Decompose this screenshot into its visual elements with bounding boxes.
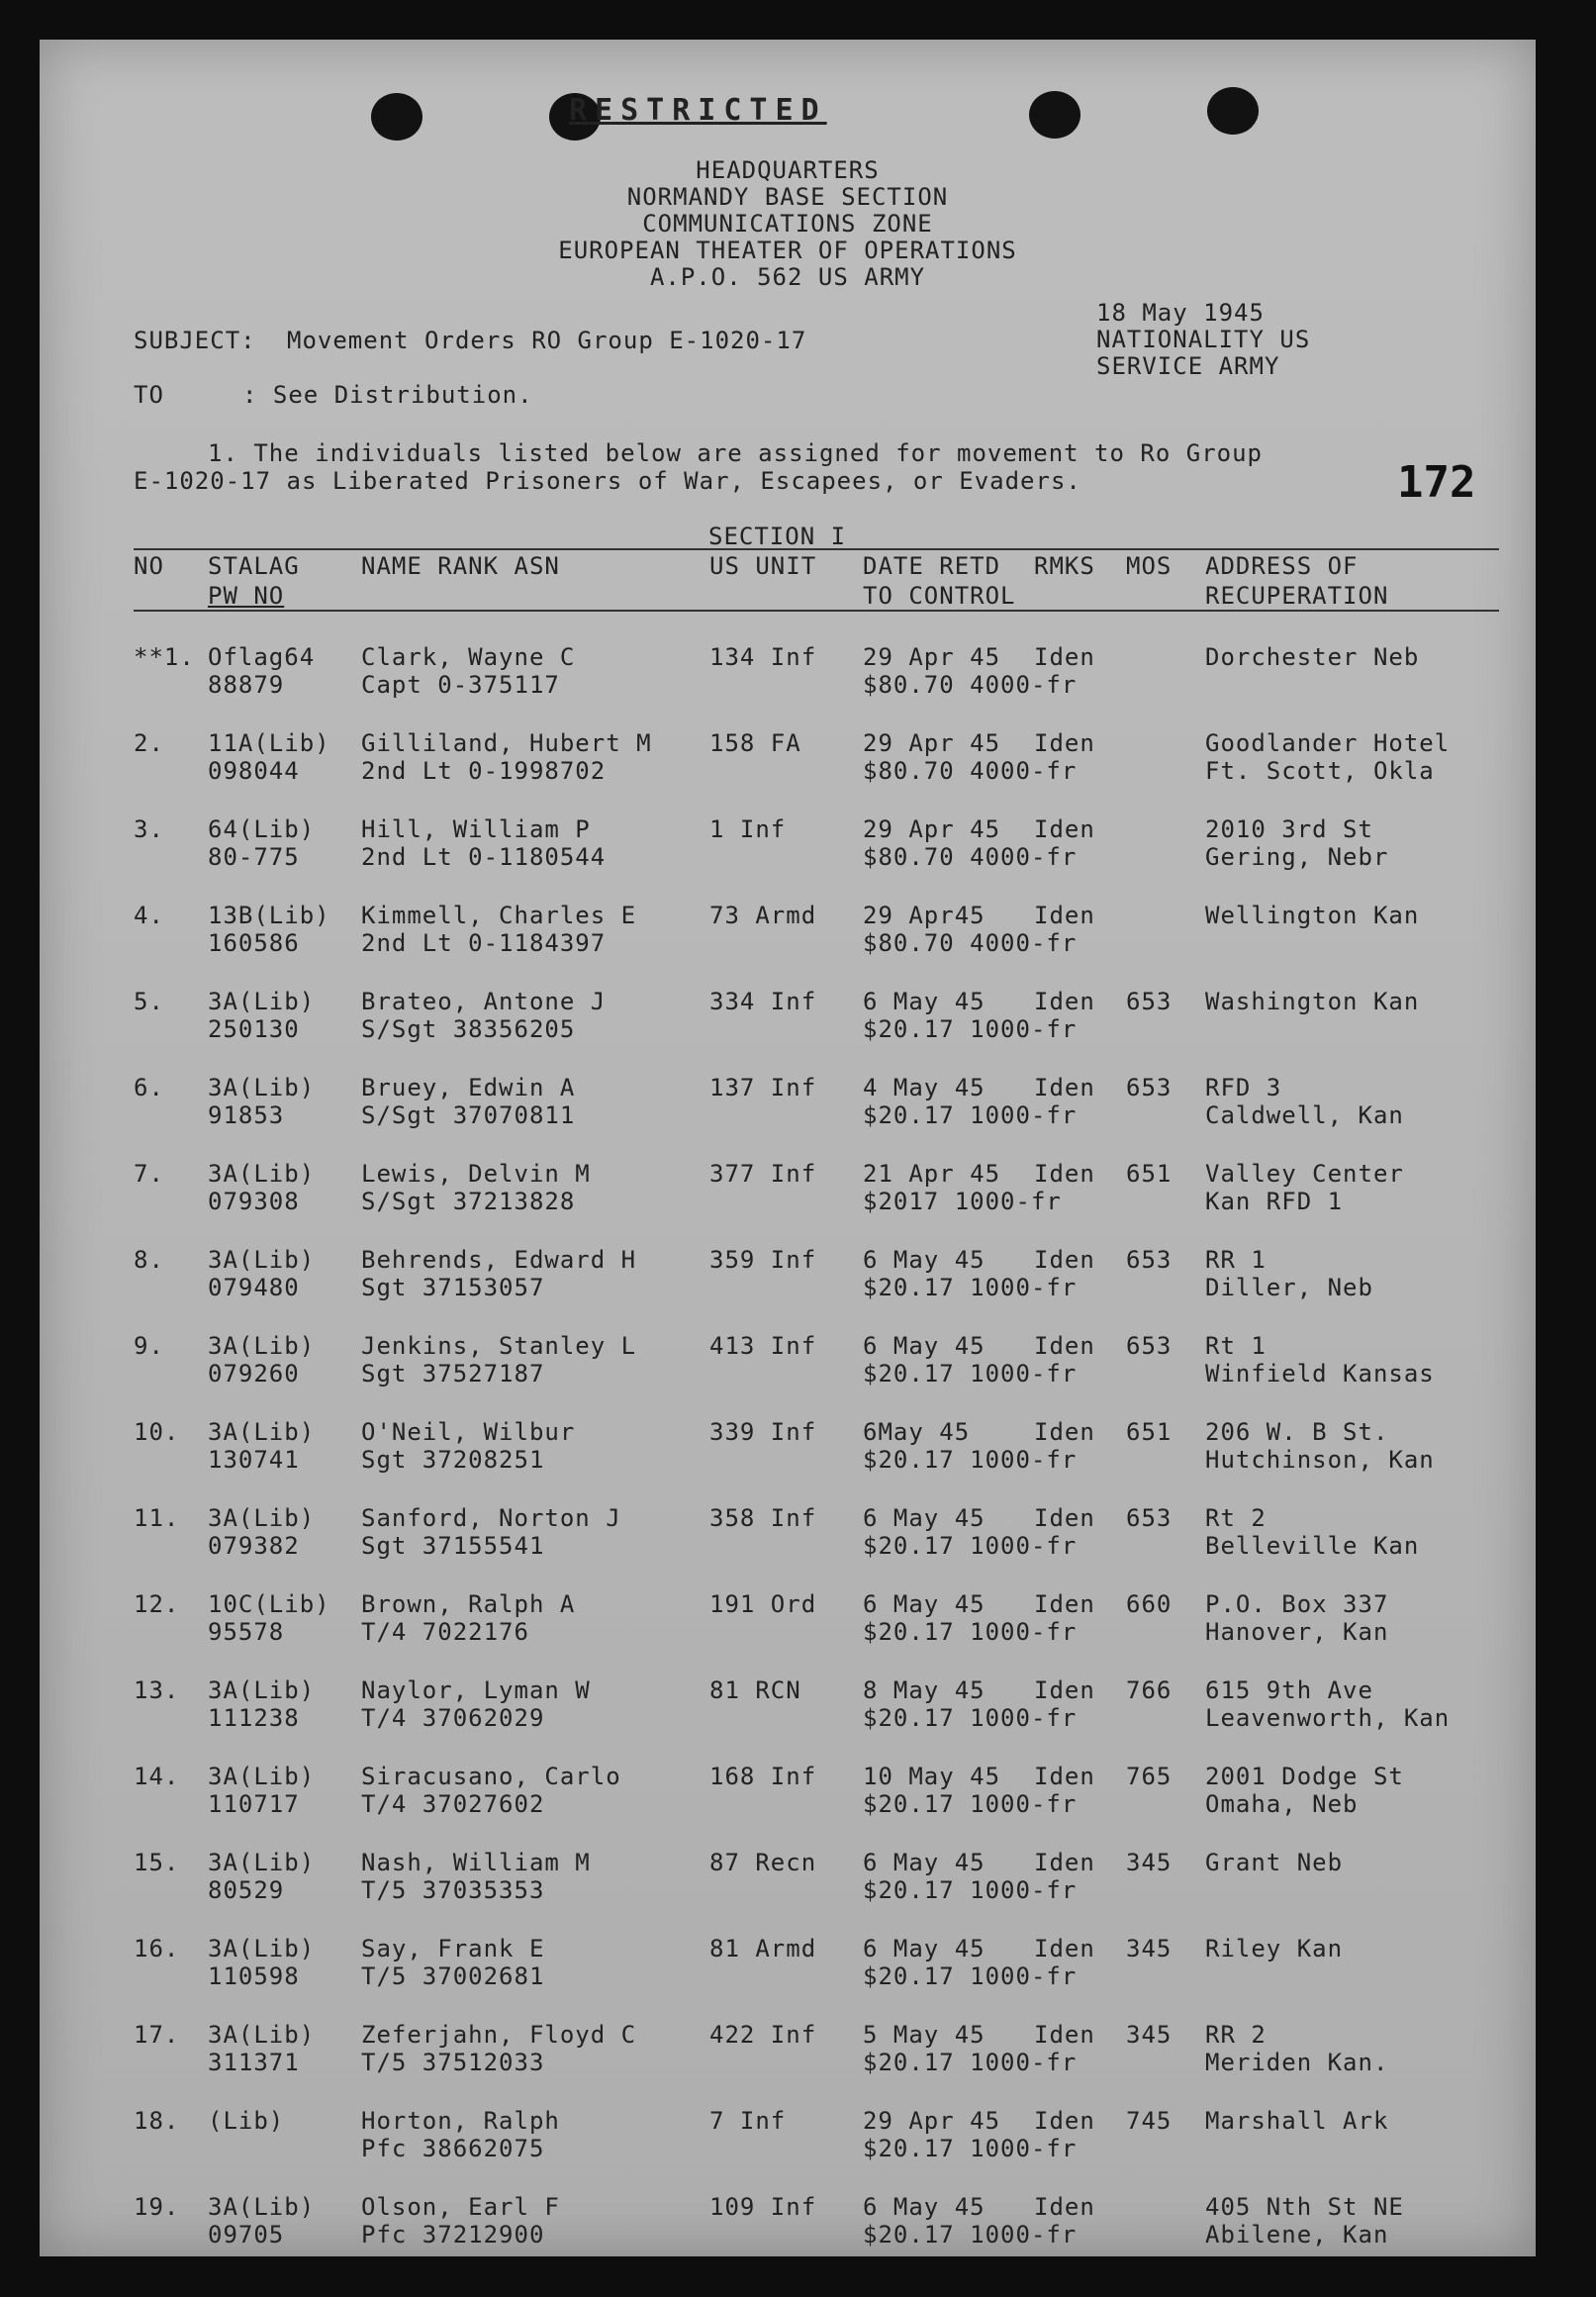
cell-pay: $20.17 1000-fr xyxy=(863,1618,1078,1646)
cell-pay: $20.17 1000-fr xyxy=(863,1962,1078,1990)
cell-rank: Sgt 37153057 xyxy=(361,1274,545,1301)
cell-no: 16. xyxy=(134,1935,180,1962)
cell-unit: 1 Inf xyxy=(709,815,787,843)
cell-rmks: Iden xyxy=(1034,1418,1095,1446)
cell-pw: 130741 xyxy=(208,1446,300,1474)
cell-rank: Sgt 37208251 xyxy=(361,1446,545,1474)
cell-addr1: Grant Neb xyxy=(1205,1849,1344,1876)
paragraph-line: E-1020-17 as Liberated Prisoners of War, Escapees, or Evaders. xyxy=(134,467,1081,495)
cell-pw: 079260 xyxy=(208,1360,300,1388)
cell-name: Horton, Ralph xyxy=(361,2107,560,2135)
cell-stalag: 3A(Lib) xyxy=(208,1418,316,1446)
cell-stalag: 3A(Lib) xyxy=(208,1676,316,1704)
cell-stalag: 64(Lib) xyxy=(208,815,316,843)
cell-no: 10. xyxy=(134,1418,180,1446)
cell-rank: T/5 37035353 xyxy=(361,1876,545,1904)
cell-name: Hill, William P xyxy=(361,815,591,843)
cell-name: Bruey, Edwin A xyxy=(361,1074,576,1101)
cell-mos: 345 xyxy=(1126,1935,1173,1962)
cell-pay: $20.17 1000-fr xyxy=(863,2135,1078,2162)
cell-unit: 109 Inf xyxy=(709,2193,817,2221)
col-name: NAME RANK ASN xyxy=(361,552,560,580)
cell-date: 6 May 45 xyxy=(863,2193,986,2221)
cell-addr1: Rt 1 xyxy=(1205,1332,1267,1360)
cell-stalag: 13B(Lib) xyxy=(208,902,330,929)
cell-name: Gilliland, Hubert M xyxy=(361,729,652,757)
cell-no: 3. xyxy=(134,815,164,843)
cell-addr1: 2001 Dodge St xyxy=(1205,1763,1404,1790)
nationality-line: NATIONALITY US xyxy=(1096,326,1311,353)
cell-no: 13. xyxy=(134,1676,180,1704)
cell-addr1: RFD 3 xyxy=(1205,1074,1282,1101)
cell-no: 14. xyxy=(134,1763,180,1790)
cell-rank: Capt 0-375117 xyxy=(361,671,560,699)
cell-no: 17. xyxy=(134,2021,180,2049)
cell-rmks: Iden xyxy=(1034,1590,1095,1618)
cell-addr1: RR 2 xyxy=(1205,2021,1267,2049)
cell-stalag: 3A(Lib) xyxy=(208,1074,316,1101)
cell-addr1: Goodlander Hotel xyxy=(1205,729,1451,757)
to-label: TO xyxy=(134,381,164,409)
cell-name: Zeferjahn, Floyd C xyxy=(361,2021,637,2049)
cell-date: 21 Apr 45 xyxy=(863,1160,1001,1188)
cell-date: 6 May 45 xyxy=(863,1246,986,1274)
cell-rank: S/Sgt 37213828 xyxy=(361,1188,576,1215)
cell-addr2: Leavenworth, Kan xyxy=(1205,1704,1451,1732)
cell-pw: 09705 xyxy=(208,2221,285,2249)
cell-mos: 653 xyxy=(1126,1332,1173,1360)
cell-rank: S/Sgt 38356205 xyxy=(361,1015,576,1043)
cell-pay: $20.17 1000-fr xyxy=(863,2221,1078,2249)
page-number-stamp: 172 xyxy=(1397,457,1476,508)
cell-addr1: 206 W. B St. xyxy=(1205,1418,1389,1446)
cell-no: 9. xyxy=(134,1332,164,1360)
cell-rmks: Iden xyxy=(1034,1246,1095,1274)
cell-rmks: Iden xyxy=(1034,1332,1095,1360)
cell-mos: 653 xyxy=(1126,1074,1173,1101)
paragraph-line: 1. The individuals listed below are assigned for movement to Ro Group xyxy=(208,439,1263,467)
cell-pay: $20.17 1000-fr xyxy=(863,1446,1078,1474)
cell-unit: 377 Inf xyxy=(709,1160,817,1188)
cell-addr2: Gering, Nebr xyxy=(1205,843,1389,871)
cell-pay: $80.70 4000-fr xyxy=(863,757,1078,785)
cell-date: 8 May 45 xyxy=(863,1676,986,1704)
cell-name: Lewis, Delvin M xyxy=(361,1160,591,1188)
cell-no: 18. xyxy=(134,2107,180,2135)
cell-pw: 95578 xyxy=(208,1618,285,1646)
cell-stalag: Oflag64 xyxy=(208,643,316,671)
cell-rmks: Iden xyxy=(1034,1676,1095,1704)
org-line: COMMUNICATIONS ZONE xyxy=(642,210,933,238)
cell-date: 6 May 45 xyxy=(863,1504,986,1532)
cell-date: 6 May 45 xyxy=(863,1935,986,1962)
col-stalag: STALAG xyxy=(208,552,300,580)
cell-pw: 80-775 xyxy=(208,843,300,871)
cell-name: Brown, Ralph A xyxy=(361,1590,576,1618)
col-rmks: RMKS xyxy=(1034,552,1095,580)
cell-no: 8. xyxy=(134,1246,164,1274)
cell-date: 29 Apr 45 xyxy=(863,815,1001,843)
cell-pay: $20.17 1000-fr xyxy=(863,1876,1078,1904)
cell-rmks: Iden xyxy=(1034,2193,1095,2221)
cell-name: Siracusano, Carlo xyxy=(361,1763,621,1790)
cell-rank: Pfc 37212900 xyxy=(361,2221,545,2249)
header-rule-top xyxy=(134,548,1499,550)
cell-stalag: 11A(Lib) xyxy=(208,729,330,757)
cell-unit: 339 Inf xyxy=(709,1418,817,1446)
cell-stalag: (Lib) xyxy=(208,2107,285,2135)
cell-pay: $80.70 4000-fr xyxy=(863,671,1078,699)
cell-pay: $20.17 1000-fr xyxy=(863,1015,1078,1043)
cell-rmks: Iden xyxy=(1034,1504,1095,1532)
cell-pw: 80529 xyxy=(208,1876,285,1904)
cell-name: Behrends, Edward H xyxy=(361,1246,637,1274)
cell-pay: $20.17 1000-fr xyxy=(863,1704,1078,1732)
cell-addr1: Riley Kan xyxy=(1205,1935,1344,1962)
cell-unit: 168 Inf xyxy=(709,1763,817,1790)
cell-addr2: Belleville Kan xyxy=(1205,1532,1420,1560)
cell-no: 4. xyxy=(134,902,164,929)
cell-pw: 079382 xyxy=(208,1532,300,1560)
cell-date: 6 May 45 xyxy=(863,988,986,1015)
cell-rank: S/Sgt 37070811 xyxy=(361,1101,576,1129)
cell-unit: 422 Inf xyxy=(709,2021,817,2049)
cell-no: 2. xyxy=(134,729,164,757)
cell-date: 4 May 45 xyxy=(863,1074,986,1101)
cell-name: O'Neil, Wilbur xyxy=(361,1418,576,1446)
cell-pay: $2017 1000-fr xyxy=(863,1188,1062,1215)
cell-rmks: Iden xyxy=(1034,1160,1095,1188)
cell-no: 5. xyxy=(134,988,164,1015)
order-date: 18 May 1945 xyxy=(1096,299,1265,327)
cell-addr2: Hutchinson, Kan xyxy=(1205,1446,1435,1474)
cell-mos: 345 xyxy=(1126,1849,1173,1876)
cell-unit: 358 Inf xyxy=(709,1504,817,1532)
punch-hole xyxy=(1029,91,1080,139)
cell-date: 29 Apr 45 xyxy=(863,729,1001,757)
cell-name: Say, Frank E xyxy=(361,1935,545,1962)
cell-no: 15. xyxy=(134,1849,180,1876)
cell-unit: 191 Ord xyxy=(709,1590,817,1618)
org-line: NORMANDY BASE SECTION xyxy=(626,183,949,211)
cell-name: Naylor, Lyman W xyxy=(361,1676,591,1704)
cell-pay: $20.17 1000-fr xyxy=(863,1790,1078,1818)
col-unit: US UNIT xyxy=(709,552,817,580)
cell-addr2: Winfield Kansas xyxy=(1205,1360,1435,1388)
cell-addr1: Valley Center xyxy=(1205,1160,1404,1188)
cell-pw: 88879 xyxy=(208,671,285,699)
cell-rmks: Iden xyxy=(1034,2107,1095,2135)
cell-name: Sanford, Norton J xyxy=(361,1504,621,1532)
cell-name: Brateo, Antone J xyxy=(361,988,607,1015)
cell-date: 10 May 45 xyxy=(863,1763,1001,1790)
cell-rank: 2nd Lt 0-1180544 xyxy=(361,843,607,871)
cell-pw: 250130 xyxy=(208,1015,300,1043)
cell-no: 7. xyxy=(134,1160,164,1188)
cell-addr2: Abilene, Kan xyxy=(1205,2221,1389,2249)
cell-addr1: 405 Nth St NE xyxy=(1205,2193,1404,2221)
cell-pay: $80.70 4000-fr xyxy=(863,929,1078,957)
cell-date: 6 May 45 xyxy=(863,1849,986,1876)
org-line: EUROPEAN THEATER OF OPERATIONS xyxy=(558,237,1017,264)
cell-stalag: 3A(Lib) xyxy=(208,988,316,1015)
classification-mark: RESTRICTED xyxy=(569,93,827,128)
cell-mos: 660 xyxy=(1126,1590,1173,1618)
cell-rank: T/4 37062029 xyxy=(361,1704,545,1732)
cell-addr1: Rt 2 xyxy=(1205,1504,1267,1532)
service-line: SERVICE ARMY xyxy=(1096,352,1280,380)
section-title: SECTION I xyxy=(708,523,847,550)
cell-rank: T/4 7022176 xyxy=(361,1618,529,1646)
cell-pay: $20.17 1000-fr xyxy=(863,2049,1078,2076)
cell-stalag: 3A(Lib) xyxy=(208,1504,316,1532)
cell-pay: $20.17 1000-fr xyxy=(863,1274,1078,1301)
cell-no: 11. xyxy=(134,1504,180,1532)
cell-addr1: RR 1 xyxy=(1205,1246,1267,1274)
cell-rank: Sgt 37155541 xyxy=(361,1532,545,1560)
cell-rank: T/5 37512033 xyxy=(361,2049,545,2076)
cell-rmks: Iden xyxy=(1034,729,1095,757)
cell-name: Clark, Wayne C xyxy=(361,643,576,671)
punch-hole xyxy=(1207,87,1259,135)
cell-addr2: Kan RFD 1 xyxy=(1205,1188,1344,1215)
cell-addr2: Caldwell, Kan xyxy=(1205,1101,1404,1129)
cell-addr2: Omaha, Neb xyxy=(1205,1790,1359,1818)
col-address-2: RECUPERATION xyxy=(1205,582,1389,610)
cell-rank: 2nd Lt 0-1998702 xyxy=(361,757,607,785)
cell-rank: 2nd Lt 0-1184397 xyxy=(361,929,607,957)
cell-rmks: Iden xyxy=(1034,902,1095,929)
cell-pay: $20.17 1000-fr xyxy=(863,1532,1078,1560)
col-date-2: TO CONTROL xyxy=(863,582,1016,610)
cell-date: 29 Apr45 xyxy=(863,902,986,929)
cell-name: Nash, William M xyxy=(361,1849,591,1876)
cell-rmks: Iden xyxy=(1034,643,1095,671)
cell-stalag: 3A(Lib) xyxy=(208,1935,316,1962)
cell-pw: 160586 xyxy=(208,929,300,957)
org-line: HEADQUARTERS xyxy=(696,156,880,184)
cell-pw: 079308 xyxy=(208,1188,300,1215)
cell-date: 6May 45 xyxy=(863,1418,971,1446)
org-line: A.P.O. 562 US ARMY xyxy=(649,263,926,291)
cell-mos: 765 xyxy=(1126,1763,1173,1790)
cell-date: 29 Apr 45 xyxy=(863,2107,1001,2135)
cell-rmks: Iden xyxy=(1034,1849,1095,1876)
cell-pw: 91853 xyxy=(208,1101,285,1129)
header-rule-bottom xyxy=(134,610,1499,612)
cell-rmks: Iden xyxy=(1034,1763,1095,1790)
cell-date: 6 May 45 xyxy=(863,1332,986,1360)
cell-stalag: 3A(Lib) xyxy=(208,1332,316,1360)
cell-rank: T/4 37027602 xyxy=(361,1790,545,1818)
cell-no: 12. xyxy=(134,1590,180,1618)
cell-date: 5 May 45 xyxy=(863,2021,986,2049)
cell-unit: 158 FA xyxy=(709,729,801,757)
cell-addr1: Washington Kan xyxy=(1205,988,1420,1015)
cell-name: Kimmell, Charles E xyxy=(361,902,637,929)
cell-rmks: Iden xyxy=(1034,1935,1095,1962)
cell-pw: 098044 xyxy=(208,757,300,785)
col-mos: MOS xyxy=(1126,552,1173,580)
document-page xyxy=(40,40,1536,2256)
cell-addr1: 615 9th Ave xyxy=(1205,1676,1373,1704)
cell-stalag: 3A(Lib) xyxy=(208,2193,316,2221)
cell-addr2: Hanover, Kan xyxy=(1205,1618,1389,1646)
cell-unit: 334 Inf xyxy=(709,988,817,1015)
cell-pw: 311371 xyxy=(208,2049,300,2076)
cell-mos: 653 xyxy=(1126,1246,1173,1274)
cell-stalag: 3A(Lib) xyxy=(208,1763,316,1790)
cell-mos: 651 xyxy=(1126,1160,1173,1188)
cell-rmks: Iden xyxy=(1034,815,1095,843)
cell-name: Olson, Earl F xyxy=(361,2193,560,2221)
cell-stalag: 3A(Lib) xyxy=(208,1160,316,1188)
to-text: : See Distribution. xyxy=(242,381,533,409)
cell-unit: 413 Inf xyxy=(709,1332,817,1360)
cell-rmks: Iden xyxy=(1034,1074,1095,1101)
cell-stalag: 10C(Lib) xyxy=(208,1590,330,1618)
cell-unit: 137 Inf xyxy=(709,1074,817,1101)
cell-mos: 653 xyxy=(1126,1504,1173,1532)
cell-rank: T/5 37002681 xyxy=(361,1962,545,1990)
cell-unit: 87 Recn xyxy=(709,1849,817,1876)
cell-rank: Sgt 37527187 xyxy=(361,1360,545,1388)
col-pw-no: PW NO xyxy=(208,582,285,610)
cell-addr1: Marshall Ark xyxy=(1205,2107,1389,2135)
cell-rmks: Iden xyxy=(1034,988,1095,1015)
cell-date: 6 May 45 xyxy=(863,1590,986,1618)
cell-stalag: 3A(Lib) xyxy=(208,1849,316,1876)
cell-no: **1. xyxy=(134,643,195,671)
subject-label: SUBJECT: xyxy=(134,327,256,354)
cell-mos: 651 xyxy=(1126,1418,1173,1446)
cell-no: 19. xyxy=(134,2193,180,2221)
cell-pw: 111238 xyxy=(208,1704,300,1732)
cell-rank: Pfc 38662075 xyxy=(361,2135,545,2162)
cell-stalag: 3A(Lib) xyxy=(208,2021,316,2049)
cell-name: Jenkins, Stanley L xyxy=(361,1332,637,1360)
cell-unit: 73 Armd xyxy=(709,902,817,929)
col-date: DATE RETD xyxy=(863,552,1001,580)
cell-mos: 345 xyxy=(1126,2021,1173,2049)
cell-addr1: P.O. Box 337 xyxy=(1205,1590,1389,1618)
cell-pay: $80.70 4000-fr xyxy=(863,843,1078,871)
cell-mos: 745 xyxy=(1126,2107,1173,2135)
cell-stalag: 3A(Lib) xyxy=(208,1246,316,1274)
cell-unit: 359 Inf xyxy=(709,1246,817,1274)
cell-rmks: Iden xyxy=(1034,2021,1095,2049)
cell-unit: 81 RCN xyxy=(709,1676,801,1704)
cell-addr2: Meriden Kan. xyxy=(1205,2049,1389,2076)
col-no: NO xyxy=(134,552,164,580)
cell-pw: 110717 xyxy=(208,1790,300,1818)
col-address: ADDRESS OF xyxy=(1205,552,1359,580)
cell-pw: 079480 xyxy=(208,1274,300,1301)
cell-mos: 653 xyxy=(1126,988,1173,1015)
cell-date: 29 Apr 45 xyxy=(863,643,1001,671)
punch-hole xyxy=(371,93,422,141)
cell-pay: $20.17 1000-fr xyxy=(863,1101,1078,1129)
cell-no: 6. xyxy=(134,1074,164,1101)
cell-unit: 81 Armd xyxy=(709,1935,817,1962)
cell-addr1: Wellington Kan xyxy=(1205,902,1420,929)
cell-mos: 766 xyxy=(1126,1676,1173,1704)
cell-pw: 110598 xyxy=(208,1962,300,1990)
cell-addr1: Dorchester Neb xyxy=(1205,643,1420,671)
subject-text: Movement Orders RO Group E-1020-17 xyxy=(287,327,807,354)
cell-addr2: Diller, Neb xyxy=(1205,1274,1373,1301)
cell-addr1: 2010 3rd St xyxy=(1205,815,1373,843)
cell-addr2: Ft. Scott, Okla xyxy=(1205,757,1435,785)
cell-pay: $20.17 1000-fr xyxy=(863,1360,1078,1388)
cell-unit: 7 Inf xyxy=(709,2107,787,2135)
cell-unit: 134 Inf xyxy=(709,643,817,671)
